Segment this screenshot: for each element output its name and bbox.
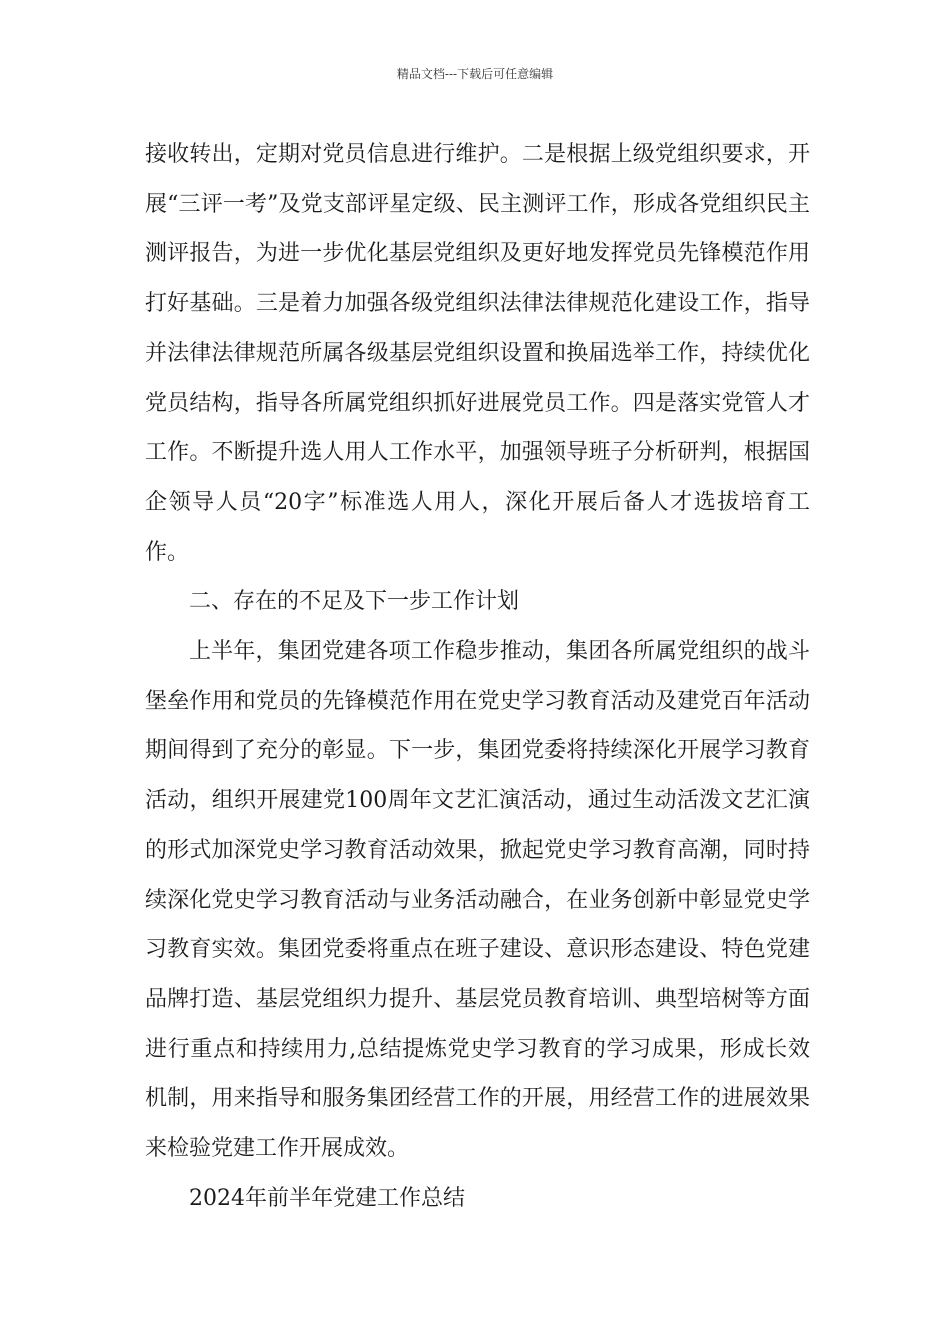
document-title-next: 2024年前半年党建工作总结 xyxy=(189,1185,465,1211)
paragraph-first-half-summary: 上半年，集团党建各项工作稳步推动，集团各所属党组织的战斗堡垒作用和党员的先锋模范作用在党史学习教育活动及建党百年活动期间得到了充分的彰显。下一步，集团党委将持续深化开展学习教育活动，组织开展建党100周年文艺汇演活动，通过生动活泼文艺汇演的形式加深党史学习教育活动效果，掀起党史学习教育高潮，同时持续深化党史学习教育活动与业务活动融合，在业务创新中彰显党史学习教育实效。集团党委将重点在班子建设、意识形态建设、特色党建品牌打造、基层党组织力提升、基层党员教育培训、典型培树等方面进行重点和持续用力,总结提炼党史学习教育的学习成果，形成长效机制，用来指导和服务集团经营工作的开展，用经营工作的进展效果来检验党建工作开展成效。 xyxy=(145,639,810,1162)
paragraph-continuation: 接收转出，定期对党员信息进行维护。二是根据上级党组织要求，开展“三评一考”及党支部评星定级、民主测评工作，形成各党组织民主测评报告，为进一步优化基层党组织及更好地发挥党员先锋模范作用打好基础。三是着力加强各级党组织法律法律规范化建设工作，指导并法律法律规范所属各级基层党组织设置和换届选举工作，持续优化党员结构，指导各所属党组织抓好进展党员工作。四是落实党管人才工作。不断提升选人用人工作水平，加强领导班子分析研判，根据国企领导人员“20字”标准选人用人，深化开展后备人才选拔培育工作。 xyxy=(145,142,810,565)
section-heading-shortcomings-plan: 二、存在的不足及下一步工作计划 xyxy=(189,589,520,615)
document-body xyxy=(145,130,810,1223)
page-header: 精品文档---下载后可任意编辑 xyxy=(396,67,554,81)
